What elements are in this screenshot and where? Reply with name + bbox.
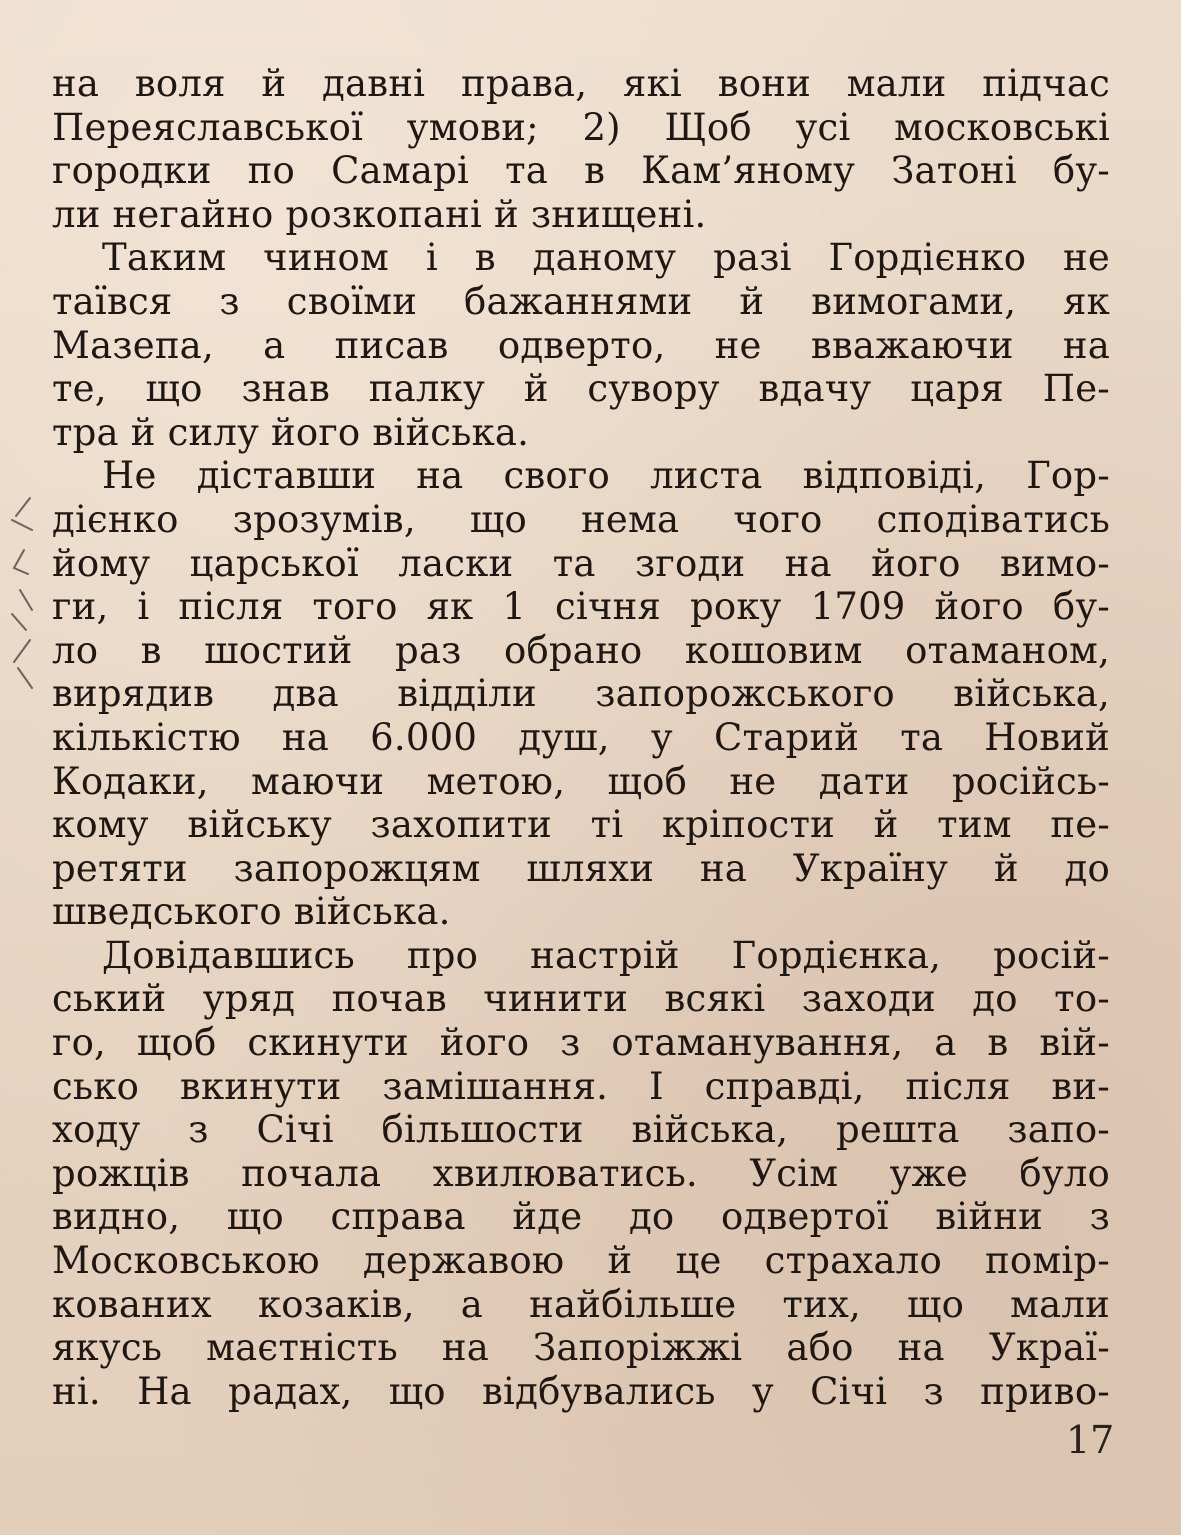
text-line: на воля й давні права, які вони мали підчас: [52, 62, 1110, 105]
text-line: го, щоб скинути його з отаманування, а в вій-: [52, 1021, 1110, 1065]
text-line: шведського війська.: [52, 890, 451, 934]
text-line: Переяславської умови; 2) Щоб усі московські: [52, 105, 1110, 149]
text-line: Московською державою й це страхало помір-: [52, 1239, 1110, 1283]
text-line: вирядив два відділи запорожського війська,: [52, 672, 1110, 716]
text-line: ли негайно розкопані й знищені.: [52, 192, 707, 236]
text-line: ло в шостий раз обрано кошовим отаманом,: [52, 628, 1110, 672]
text-line: якусь маєтність на Запоріжжі або на Украї-: [52, 1326, 1110, 1370]
text-line: Кодаки, маючи метою, щоб не дати російсь-: [52, 759, 1110, 803]
text-line: дієнко зрозумів, що нема чого сподіватись: [52, 497, 1110, 541]
text-line: Не діставши на свого листа відповіді, Гор-: [102, 454, 1110, 498]
text-line: ні. На радах, що відбувались у Січі з приво-: [52, 1369, 1110, 1413]
text-line: те, що знав палку й сувору вдачу царя Пе-: [52, 367, 1110, 411]
text-line: Довідавшись про настрій Гордієнка, росій-: [102, 933, 1110, 977]
text-line: ретяти запорожцям шляхи на Україну й до: [52, 846, 1110, 890]
text-line: кількістю на 6.000 душ, у Старий та Новий: [52, 715, 1110, 759]
text-line: Таким чином і в даному разі Гордієнко не: [102, 236, 1110, 280]
text-line: таївся з своїми бажаннями й вимогами, як: [52, 279, 1110, 323]
text-line: ги, і після того як 1 січня року 1709 його бу-: [52, 585, 1110, 629]
text-line: ський уряд почав чинити всякі заходи до то-: [52, 977, 1110, 1021]
margin-pencil-mark: [2, 490, 42, 700]
text-line: кому війську захопити ті кріпости й тим пе-: [52, 803, 1110, 847]
text-line: кованих козаків, а найбільше тих, що мали: [52, 1282, 1110, 1326]
text-line: йому царської ласки та згоди на його вимо-: [52, 541, 1110, 585]
text-line: сько вкинути замішання. І справді, після ви-: [52, 1064, 1110, 1108]
body-text: [52, 62, 1110, 1413]
text-line: тра й силу його війська.: [52, 410, 530, 454]
text-line: видно, що справа йде до одвертої війни з: [52, 1195, 1110, 1239]
text-line: рожців почала хвилюватись. Усім уже було: [52, 1151, 1110, 1195]
text-line: Мазепа, а писав одверто, не вважаючи на: [52, 323, 1110, 367]
text-line: ходу з Січі більшости війська, решта запо-: [52, 1108, 1110, 1152]
page-number: 17: [1066, 1418, 1115, 1462]
text-line: городки по Самарі та в Кам’яному Затоні бу-: [52, 149, 1110, 193]
